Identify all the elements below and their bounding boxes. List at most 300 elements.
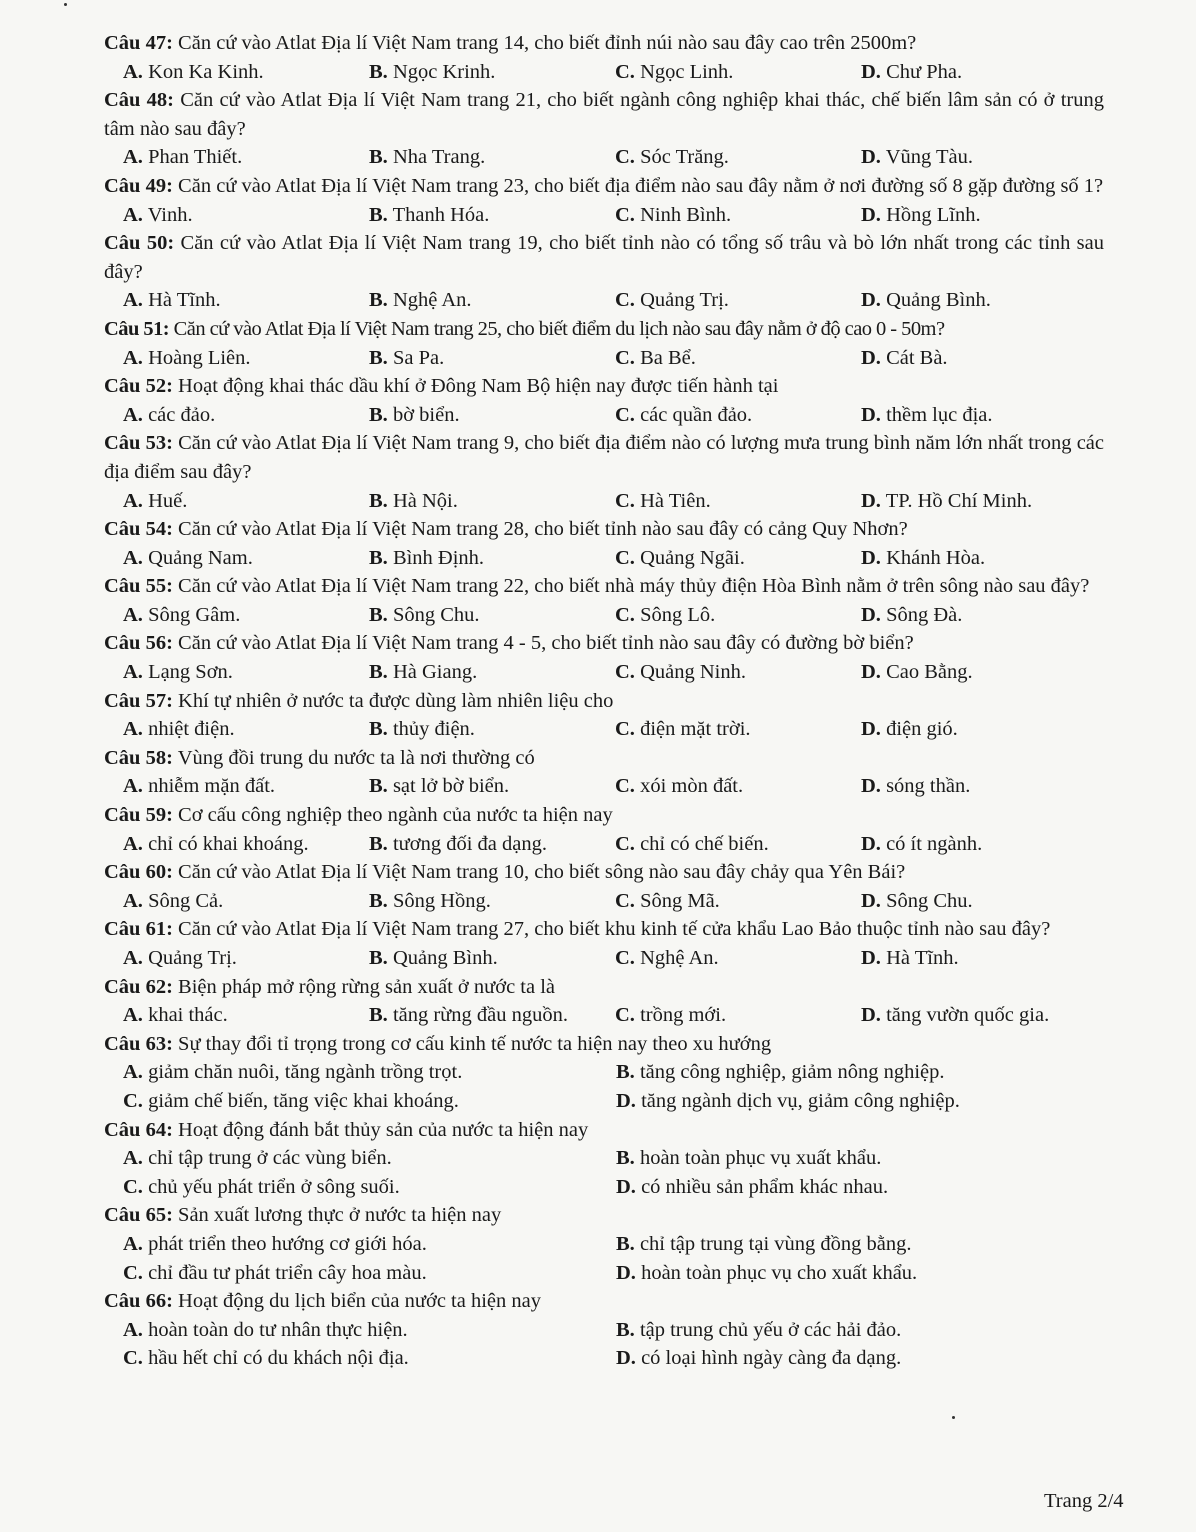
option-letter: D. bbox=[861, 889, 881, 912]
option-text: có nhiều sản phẩm khác nhau. bbox=[641, 1175, 889, 1198]
option-text: Sông Chu. bbox=[886, 889, 973, 912]
question-stem bbox=[104, 687, 1104, 716]
option-letter: A. bbox=[123, 403, 143, 426]
question bbox=[104, 372, 1104, 429]
option-text: TP. Hồ Chí Minh. bbox=[885, 489, 1033, 512]
option-letter: A. bbox=[123, 1147, 143, 1170]
option-text: tăng công nghiệp, giảm nông nghiệp. bbox=[639, 1061, 945, 1084]
option-letter: D. bbox=[616, 1347, 636, 1370]
option-letter: C. bbox=[615, 346, 635, 369]
option-letter: D. bbox=[861, 203, 881, 226]
option-letter: C. bbox=[615, 489, 635, 512]
option-letter: A. bbox=[123, 1318, 143, 1341]
option-letter: A. bbox=[123, 546, 143, 569]
option-letter: C. bbox=[615, 832, 635, 855]
option-letter: D. bbox=[861, 603, 881, 626]
question-number: Câu 63: bbox=[104, 1032, 173, 1055]
answer-option bbox=[615, 1001, 861, 1030]
option-text: Thanh Hóa. bbox=[392, 203, 490, 226]
answer-options bbox=[104, 830, 1104, 859]
question-number: Câu 61: bbox=[104, 918, 173, 941]
question-number: Câu 50: bbox=[104, 232, 175, 255]
option-letter: C. bbox=[615, 546, 635, 569]
question-number: Câu 51: bbox=[104, 317, 170, 340]
question-stem bbox=[104, 1287, 1104, 1316]
option-letter: B. bbox=[369, 146, 388, 169]
option-letter: B. bbox=[369, 403, 388, 426]
option-text: Vinh. bbox=[147, 203, 193, 226]
question-text: Hoạt động khai thác dầu khí ở Đông Nam Bộ hiện nay được tiến hành tại bbox=[178, 375, 779, 398]
answer-option bbox=[369, 772, 615, 801]
option-text: điện gió. bbox=[886, 718, 958, 741]
option-letter: C. bbox=[123, 1347, 143, 1370]
option-text: nhiệt điện. bbox=[148, 718, 235, 741]
answer-option bbox=[369, 944, 615, 973]
answer-option bbox=[369, 201, 615, 230]
option-letter: D. bbox=[861, 546, 881, 569]
answer-option bbox=[123, 601, 369, 630]
option-text: Phan Thiết. bbox=[148, 146, 243, 169]
question-stem bbox=[104, 1116, 1104, 1145]
question-stem bbox=[104, 86, 1104, 143]
question-number: Câu 49: bbox=[104, 174, 173, 197]
answer-option bbox=[861, 601, 1101, 630]
option-text: Ninh Bình. bbox=[640, 203, 732, 226]
option-letter: C. bbox=[615, 775, 635, 798]
option-text: Sông Gâm. bbox=[148, 603, 241, 626]
option-text: tập trung chủ yếu ở các hải đảo. bbox=[639, 1318, 902, 1341]
answer-option bbox=[123, 944, 369, 973]
question-number: Câu 57: bbox=[104, 689, 173, 712]
answer-option bbox=[123, 772, 369, 801]
option-letter: C. bbox=[123, 1089, 143, 1112]
question-text: Căn cứ vào Atlat Địa lí Việt Nam trang 23, cho biết địa điểm nào sau đây nằm ở nơi đường số 8 gặp đường số 1? bbox=[178, 174, 1104, 197]
answer-option bbox=[861, 401, 1101, 430]
question-stem bbox=[104, 915, 1104, 944]
answer-options bbox=[104, 201, 1104, 230]
option-text: Nghệ An. bbox=[640, 947, 719, 969]
answer-option bbox=[861, 830, 1101, 859]
question bbox=[104, 973, 1104, 1030]
answer-options bbox=[104, 344, 1104, 373]
answer-option bbox=[369, 830, 615, 859]
answer-option bbox=[861, 201, 1101, 230]
question-text: Căn cứ vào Atlat Địa lí Việt Nam trang 22, cho biết nhà máy thủy điện Hòa Bình nằm ở trên sông nào sau đây? bbox=[178, 575, 1090, 598]
question-stem bbox=[104, 1030, 1104, 1059]
option-letter: B. bbox=[369, 832, 388, 855]
answer-option bbox=[615, 830, 861, 859]
option-text: Hà Nội. bbox=[392, 489, 458, 512]
option-text: Hà Tĩnh. bbox=[148, 289, 221, 312]
option-letter: D. bbox=[616, 1175, 636, 1198]
answer-option bbox=[615, 658, 861, 687]
option-letter: A. bbox=[123, 603, 143, 626]
answer-option bbox=[123, 830, 369, 859]
answer-option bbox=[123, 544, 369, 573]
option-text: Hà Tĩnh. bbox=[886, 947, 959, 969]
question-text: Sự thay đổi tỉ trọng trong cơ cấu kinh tế nước ta hiện nay theo xu hướng bbox=[178, 1032, 772, 1055]
answer-option bbox=[123, 1001, 369, 1030]
question-text: Khí tự nhiên ở nước ta được dùng làm nhiên liệu cho bbox=[178, 689, 614, 712]
answer-option bbox=[861, 58, 1101, 87]
answer-option bbox=[369, 658, 615, 687]
question bbox=[104, 429, 1104, 515]
question-text: Hoạt động đánh bắt thủy sản của nước ta hiện nay bbox=[178, 1118, 589, 1141]
question bbox=[104, 1030, 1104, 1116]
option-letter: B. bbox=[369, 546, 388, 569]
option-text: chỉ có khai khoáng. bbox=[148, 832, 309, 855]
option-letter: B. bbox=[369, 718, 388, 741]
answer-option bbox=[123, 401, 369, 430]
question-stem bbox=[104, 429, 1104, 486]
question-number: Câu 52: bbox=[104, 375, 173, 398]
option-letter: B. bbox=[369, 1004, 388, 1027]
question-text: Căn cứ vào Atlat Địa lí Việt Nam trang 14, cho biết đỉnh núi nào sau đây cao trên 2500m? bbox=[178, 32, 917, 54]
answer-options bbox=[104, 715, 1104, 744]
answer-option bbox=[615, 143, 861, 172]
option-text: Ngọc Linh. bbox=[640, 60, 734, 83]
option-text: có ít ngành. bbox=[886, 832, 983, 855]
option-letter: D. bbox=[861, 661, 881, 684]
answer-option bbox=[123, 1087, 616, 1116]
answer-option bbox=[123, 1344, 616, 1373]
option-text: Chư Pha. bbox=[886, 60, 963, 83]
answer-option bbox=[616, 1144, 1106, 1173]
option-text: sạt lở bờ biển. bbox=[392, 775, 510, 798]
option-text: khai thác. bbox=[148, 1004, 228, 1027]
answer-option bbox=[369, 601, 615, 630]
question-text: Biện pháp mở rộng rừng sản xuất ở nước ta là bbox=[178, 975, 556, 998]
answer-option bbox=[615, 286, 861, 315]
option-letter: D. bbox=[861, 489, 881, 512]
option-letter: D. bbox=[861, 346, 881, 369]
question-number: Câu 58: bbox=[104, 746, 173, 769]
answer-options bbox=[104, 1316, 1104, 1373]
option-letter: A. bbox=[123, 60, 143, 83]
option-text: Ba Bể. bbox=[640, 346, 696, 369]
question-text: Căn cứ vào Atlat Địa lí Việt Nam trang 28, cho biết tỉnh nào sau đây có cảng Quy Nhơn? bbox=[178, 518, 908, 541]
option-letter: D. bbox=[616, 1089, 636, 1112]
answer-option bbox=[369, 715, 615, 744]
question-stem bbox=[104, 744, 1104, 773]
option-text: Sa Pa. bbox=[392, 346, 445, 369]
option-letter: C. bbox=[615, 403, 635, 426]
option-letter: D. bbox=[861, 775, 881, 798]
answer-option bbox=[861, 286, 1101, 315]
question-stem bbox=[104, 1201, 1104, 1230]
answer-option bbox=[123, 201, 369, 230]
option-text: Lạng Sơn. bbox=[148, 661, 233, 684]
option-text: Nha Trang. bbox=[392, 146, 486, 169]
answer-options bbox=[104, 658, 1104, 687]
answer-option bbox=[123, 1173, 616, 1202]
option-letter: C. bbox=[123, 1175, 143, 1198]
question bbox=[104, 86, 1104, 172]
answer-options bbox=[104, 1001, 1104, 1030]
question bbox=[104, 858, 1104, 915]
question-text: Căn cứ vào Atlat Địa lí Việt Nam trang 4 - 5, cho biết tỉnh nào sau đây có đường bờ biển? bbox=[178, 632, 914, 655]
option-text: chỉ đầu tư phát triển cây hoa màu. bbox=[148, 1261, 427, 1284]
answer-option bbox=[861, 715, 1101, 744]
answer-option bbox=[123, 1316, 616, 1345]
answer-option bbox=[616, 1173, 1106, 1202]
option-text: Cát Bà. bbox=[886, 346, 948, 369]
question-text: Căn cứ vào Atlat Địa lí Việt Nam trang 27, cho biết khu kinh tế cửa khẩu Lao Bảo thuộc tỉnh nào sau đây? bbox=[178, 918, 1051, 941]
option-letter: A. bbox=[123, 661, 143, 684]
answer-option bbox=[369, 344, 615, 373]
option-letter: B. bbox=[616, 1318, 635, 1341]
option-letter: B. bbox=[369, 603, 388, 626]
option-text: tăng vườn quốc gia. bbox=[886, 1004, 1050, 1027]
option-text: giảm chế biến, tăng việc khai khoáng. bbox=[148, 1089, 459, 1112]
option-letter: B. bbox=[616, 1061, 635, 1084]
option-text: Quảng Trị. bbox=[148, 947, 237, 969]
option-text: giảm chăn nuôi, tăng ngành trồng trọt. bbox=[148, 1061, 463, 1084]
option-text: nhiễm mặn đất. bbox=[148, 775, 276, 798]
exam-page bbox=[104, 29, 1104, 1373]
option-text: Sông Hồng. bbox=[392, 889, 491, 912]
option-letter: A. bbox=[123, 775, 143, 798]
question-number: Câu 60: bbox=[104, 861, 173, 884]
option-letter: C. bbox=[615, 146, 635, 169]
option-text: Quảng Nam. bbox=[148, 546, 253, 569]
option-text: Sông Lô. bbox=[640, 603, 716, 626]
question bbox=[104, 629, 1104, 686]
question-stem bbox=[104, 315, 1104, 344]
option-text: Sông Chu. bbox=[392, 603, 480, 626]
answer-option bbox=[123, 887, 369, 916]
answer-option bbox=[369, 544, 615, 573]
option-letter: C. bbox=[615, 947, 635, 969]
answer-option bbox=[615, 401, 861, 430]
option-text: chỉ có chế biến. bbox=[640, 832, 769, 855]
option-text: Khánh Hòa. bbox=[886, 546, 986, 569]
answer-options bbox=[104, 887, 1104, 916]
answer-options bbox=[104, 544, 1104, 573]
answer-option bbox=[369, 1001, 615, 1030]
option-text: Nghệ An. bbox=[392, 289, 472, 312]
option-text: xói mòn đất. bbox=[640, 775, 744, 798]
answer-option bbox=[861, 944, 1101, 973]
option-letter: A. bbox=[123, 146, 143, 169]
option-letter: A. bbox=[123, 203, 143, 226]
option-letter: B. bbox=[616, 1232, 635, 1255]
question bbox=[104, 515, 1104, 572]
answer-options bbox=[104, 487, 1104, 516]
option-text: chỉ tập trung ở các vùng biển. bbox=[148, 1147, 392, 1170]
option-letter: B. bbox=[369, 203, 388, 226]
question-text: Vùng đồi trung du nước ta là nơi thường có bbox=[177, 746, 535, 769]
option-letter: C. bbox=[615, 718, 635, 741]
question bbox=[104, 801, 1104, 858]
answer-option bbox=[369, 487, 615, 516]
option-letter: A. bbox=[123, 718, 143, 741]
answer-options bbox=[104, 944, 1104, 973]
answer-option bbox=[369, 286, 615, 315]
answer-option bbox=[615, 201, 861, 230]
question-stem bbox=[104, 29, 1104, 58]
question-text: Cơ cấu công nghiệp theo ngành của nước ta hiện nay bbox=[178, 804, 613, 827]
question-text: Căn cứ vào Atlat Địa lí Việt Nam trang 9, cho biết địa điểm nào có lượng mưa trung bình năm lớn nhất trong các địa điểm sau đây? bbox=[104, 432, 1104, 483]
option-letter: B. bbox=[369, 489, 388, 512]
option-text: hoàn toàn phục vụ cho xuất khẩu. bbox=[641, 1261, 918, 1284]
question-stem bbox=[104, 973, 1104, 1002]
option-text: Quảng Ngãi. bbox=[640, 546, 745, 569]
question-text: Sản xuất lương thực ở nước ta hiện nay bbox=[178, 1204, 502, 1227]
answer-option bbox=[861, 887, 1101, 916]
answer-option bbox=[123, 286, 369, 315]
answer-option bbox=[616, 1316, 1106, 1345]
option-letter: D. bbox=[861, 947, 881, 969]
question-number: Câu 64: bbox=[104, 1118, 173, 1141]
question-stem bbox=[104, 801, 1104, 830]
option-letter: D. bbox=[861, 146, 881, 169]
question-stem bbox=[104, 858, 1104, 887]
option-text: Quảng Ninh. bbox=[640, 661, 746, 684]
option-letter: B. bbox=[369, 947, 388, 969]
answer-options bbox=[104, 1144, 1104, 1201]
answer-option bbox=[123, 1230, 616, 1259]
option-text: Sông Cả. bbox=[148, 889, 224, 912]
answer-option bbox=[123, 1058, 616, 1087]
option-letter: D. bbox=[616, 1261, 636, 1284]
question bbox=[104, 687, 1104, 744]
option-letter: A. bbox=[123, 346, 143, 369]
question-stem bbox=[104, 172, 1104, 201]
answer-option bbox=[615, 772, 861, 801]
answer-option bbox=[616, 1058, 1106, 1087]
option-letter: A. bbox=[123, 947, 143, 969]
answer-options bbox=[104, 58, 1104, 87]
answer-option bbox=[123, 658, 369, 687]
answer-option bbox=[616, 1259, 1106, 1288]
answer-option bbox=[369, 143, 615, 172]
option-letter: C. bbox=[615, 60, 635, 83]
question bbox=[104, 572, 1104, 629]
answer-option bbox=[369, 58, 615, 87]
answer-option bbox=[615, 58, 861, 87]
question-text: Căn cứ vào Atlat Địa lí Việt Nam trang 25, cho biết điểm du lịch nào sau đây nằm ở độ cao 0 - 50m? bbox=[173, 317, 945, 340]
option-text: hoàn toàn do tư nhân thực hiện. bbox=[148, 1318, 408, 1341]
option-letter: A. bbox=[123, 1232, 143, 1255]
option-text: hầu hết chỉ có du khách nội địa. bbox=[148, 1347, 409, 1370]
question-stem bbox=[104, 372, 1104, 401]
question bbox=[104, 1201, 1104, 1287]
question-number: Câu 53: bbox=[104, 432, 173, 455]
option-letter: B. bbox=[616, 1147, 635, 1170]
option-text: Hoàng Liên. bbox=[148, 346, 251, 369]
option-text: điện mặt trời. bbox=[640, 718, 751, 741]
option-letter: A. bbox=[123, 489, 143, 512]
answer-option bbox=[861, 143, 1101, 172]
option-text: các đảo. bbox=[148, 403, 216, 426]
answer-option bbox=[615, 715, 861, 744]
answer-option bbox=[861, 344, 1101, 373]
option-text: Vũng Tàu. bbox=[885, 146, 974, 169]
question bbox=[104, 915, 1104, 972]
option-text: có loại hình ngày càng đa dạng. bbox=[641, 1347, 902, 1370]
question-text: Căn cứ vào Atlat Địa lí Việt Nam trang 19, cho biết tỉnh nào có tổng số trâu và bò lớn nhất trong các tỉnh sau đây? bbox=[104, 232, 1105, 283]
answer-option bbox=[616, 1087, 1106, 1116]
option-text: các quần đảo. bbox=[640, 403, 753, 426]
answer-option bbox=[615, 944, 861, 973]
question bbox=[104, 229, 1104, 315]
option-letter: B. bbox=[369, 60, 388, 83]
question-text: Căn cứ vào Atlat Địa lí Việt Nam trang 21, cho biết ngành công nghiệp khai thác, chế biến lâm sản có ở trung tâm nào sau đây? bbox=[104, 89, 1104, 140]
question-number: Câu 66: bbox=[104, 1290, 173, 1313]
question-number: Câu 62: bbox=[104, 975, 173, 998]
option-letter: C. bbox=[615, 203, 635, 226]
option-text: Sóc Trăng. bbox=[640, 146, 729, 169]
answer-option bbox=[615, 544, 861, 573]
answer-options bbox=[104, 286, 1104, 315]
option-letter: D. bbox=[861, 718, 881, 741]
option-text: trồng mới. bbox=[640, 1004, 727, 1027]
option-text: Quảng Bình. bbox=[392, 947, 498, 969]
option-text: thủy điện. bbox=[392, 718, 475, 741]
question bbox=[104, 172, 1104, 229]
option-text: Hồng Lĩnh. bbox=[886, 203, 981, 226]
answer-option bbox=[123, 715, 369, 744]
option-text: Quảng Bình. bbox=[886, 289, 991, 312]
option-letter: C. bbox=[123, 1261, 143, 1284]
option-letter: A. bbox=[123, 1004, 143, 1027]
option-text: Huế. bbox=[148, 489, 188, 512]
option-letter: A. bbox=[123, 1061, 143, 1084]
option-letter: B. bbox=[369, 775, 388, 798]
option-letter: D. bbox=[861, 832, 881, 855]
answer-option bbox=[123, 58, 369, 87]
answer-options bbox=[104, 772, 1104, 801]
option-text: bờ biển. bbox=[392, 403, 460, 426]
answer-option bbox=[123, 1259, 616, 1288]
answer-option bbox=[616, 1344, 1106, 1373]
question-number: Câu 54: bbox=[104, 518, 173, 541]
option-letter: B. bbox=[369, 661, 388, 684]
answer-option bbox=[123, 143, 369, 172]
speck bbox=[952, 1416, 955, 1419]
answer-option bbox=[861, 658, 1101, 687]
speck bbox=[64, 3, 67, 6]
option-letter: C. bbox=[615, 889, 635, 912]
answer-options bbox=[104, 143, 1104, 172]
answer-option bbox=[616, 1230, 1106, 1259]
option-letter: C. bbox=[615, 603, 635, 626]
question bbox=[104, 315, 1104, 372]
option-letter: B. bbox=[369, 289, 388, 312]
answer-option bbox=[861, 772, 1101, 801]
option-text: sóng thần. bbox=[886, 775, 971, 798]
option-text: hoàn toàn phục vụ xuất khẩu. bbox=[639, 1147, 882, 1170]
option-letter: D. bbox=[861, 60, 881, 83]
question-number: Câu 56: bbox=[104, 632, 173, 655]
option-letter: D. bbox=[861, 403, 881, 426]
answer-option bbox=[369, 401, 615, 430]
option-text: Bình Định. bbox=[392, 546, 485, 569]
question bbox=[104, 29, 1104, 86]
option-text: chỉ tập trung tại vùng đồng bằng. bbox=[639, 1232, 912, 1255]
option-text: Hà Giang. bbox=[392, 661, 478, 684]
question-stem bbox=[104, 229, 1104, 286]
option-letter: B. bbox=[369, 346, 388, 369]
option-letter: D. bbox=[861, 1004, 881, 1027]
answer-option bbox=[615, 601, 861, 630]
answer-option bbox=[861, 1001, 1101, 1030]
question-stem bbox=[104, 515, 1104, 544]
option-letter: C. bbox=[615, 289, 635, 312]
option-text: tăng ngành dịch vụ, giảm công nghiệp. bbox=[641, 1089, 960, 1112]
option-letter: A. bbox=[123, 832, 143, 855]
